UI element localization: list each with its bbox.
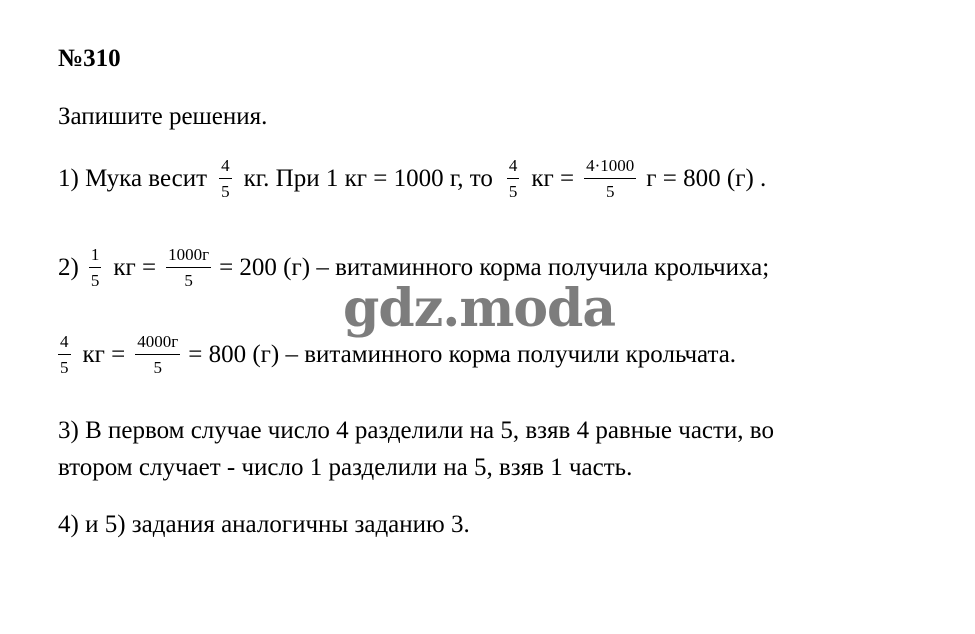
watermark-logo: gdz.moda bbox=[343, 278, 616, 339]
fraction-numerator: 4 bbox=[507, 157, 520, 179]
fraction-denominator: 5 bbox=[60, 358, 69, 377]
solution-3-line-2: втором случает - число 1 разделили на 5, взяв 1 часть. bbox=[58, 454, 633, 481]
kg-equals: кг = bbox=[113, 253, 157, 281]
fraction-1-5 bbox=[89, 246, 102, 289]
fraction-denominator: 5 bbox=[508, 182, 518, 201]
fraction-numerator: 4000г bbox=[135, 333, 180, 355]
fraction-denominator: 5 bbox=[221, 182, 230, 201]
kg-equals: кг = bbox=[531, 164, 575, 192]
fraction-4-5 bbox=[219, 157, 232, 200]
solution-1-prefix: 1) Мука весит bbox=[58, 164, 208, 192]
solution-2-result: = 200 (г) – витаминного корма получила крольчиха; bbox=[219, 253, 770, 281]
fraction-denominator: 5 bbox=[90, 271, 100, 290]
fraction-4-5 bbox=[507, 157, 520, 200]
fraction-denominator: 5 bbox=[184, 271, 193, 290]
fraction-numerator: 1000г bbox=[166, 246, 211, 268]
fraction-1000g-5 bbox=[166, 246, 211, 289]
fraction-denominator: 5 bbox=[153, 358, 162, 377]
solution-4-5: 4) и 5) задания аналогичны заданию 3. bbox=[58, 511, 470, 538]
solution-2-second bbox=[58, 333, 736, 376]
solution-3-line-1: 3) В первом случае число 4 разделили на 5, взяв 4 равные части, во bbox=[58, 417, 774, 444]
fraction-numerator: 1 bbox=[89, 246, 102, 268]
fraction-4-5 bbox=[58, 333, 71, 376]
solution-1 bbox=[58, 157, 766, 200]
fraction-denominator: 5 bbox=[605, 182, 615, 201]
kg-equals: кг = bbox=[82, 340, 126, 368]
problem-number: №310 bbox=[58, 45, 121, 72]
solution-1-middle: кг. При 1 кг = 1000 г, то bbox=[243, 164, 493, 192]
solution-1-result: г = 800 (г) . bbox=[646, 164, 767, 192]
solution-2-second-result: = 800 (г) – витаминного корма получили крольчата. bbox=[188, 340, 737, 368]
fraction-4x1000-5 bbox=[584, 157, 636, 200]
fraction-numerator: 4·1000 bbox=[584, 157, 636, 179]
solution-2-prefix: 2) bbox=[58, 253, 79, 281]
instruction-text: Запишите решения. bbox=[58, 103, 268, 130]
fraction-4000g-5 bbox=[135, 333, 180, 376]
fraction-numerator: 4 bbox=[219, 157, 232, 179]
fraction-numerator: 4 bbox=[58, 333, 71, 355]
